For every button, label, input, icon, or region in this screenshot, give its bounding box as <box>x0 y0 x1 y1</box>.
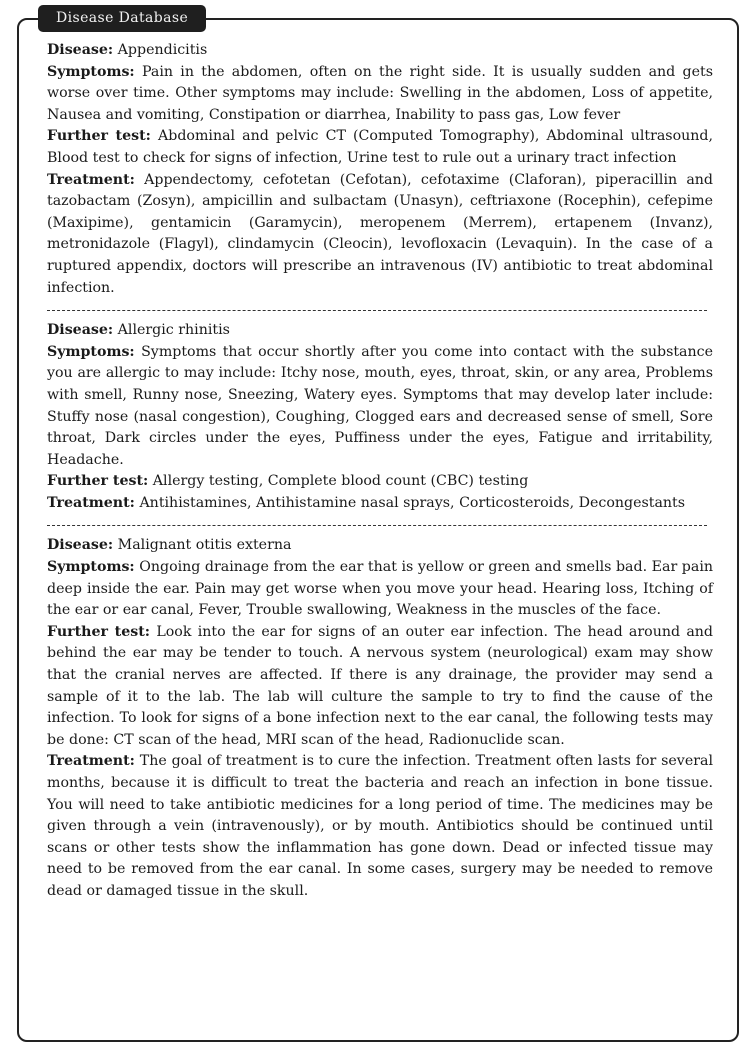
symptoms-label: Symptoms: <box>47 343 135 360</box>
further-test-label: Further test: <box>47 473 149 490</box>
entry-allergic-rhinitis <box>47 320 713 514</box>
further-test-row <box>47 126 713 169</box>
treatment-label: Treatment: <box>47 171 135 188</box>
symptoms-row <box>47 342 713 472</box>
further-test-row <box>47 471 713 493</box>
symptoms-text: Pain in the abdomen, often on the right side. It is usually sudden and gets worse over time. Other symptoms may include: Swelling in the abdomen, Loss of appetite, Nausea and vomiting, Constipation or diarrhea, Inability to pass gas, Low fever <box>47 63 714 123</box>
treatment-text: Appendectomy, cefotetan (Cefotan), cefotaxime (Claforan), piperacillin and tazobactam (Zosyn), ampicillin and sulbactam (Unasyn), ceftriaxone (Rocephin), cefepime (Maxipime), gentamicin (Garamycin), meropenem (Merrem), ertapenem (Invanz), metronidazole (Flagyl), clindamycin (Cleocin), levofloxacin (Levaquin). In the case of a ruptured appendix, doctors will prescribe an intravenous (IV) antibiotic to treat abdominal infection. <box>47 171 713 296</box>
further-test-text: Allergy testing, Complete blood count (CBC) testing <box>152 473 529 490</box>
further-test-text: Look into the ear for signs of an outer ear infection. The head around and behind the ear may be tender to touch. A nervous system (neurological) exam may show that the cranial nerves are affected. If there is any drainage, the provider may send a sample of it to the lab. The lab will culture the sample to try to find the cause of the infection. To look for signs of a bone infection next to the ear canal, the following tests may be done: CT scan of the head, MRI scan of the head, Radionuclide scan. <box>47 623 714 748</box>
treatment-text: The goal of treatment is to cure the infection. Treatment often lasts for several months, because it is difficult to treat the bacteria and reach an infection in bone tissue. You will need to take antibiotic medicines for a long period of time. The medicines may be given through a vein (intravenously), or by mouth. Antibiotics should be continued until scans or other tests show the inflammation has gone down. Dead or infected tissue may need to be removed from the ear canal. In some cases, surgery may be needed to remove dead or damaged tissue in the skull. <box>47 753 714 899</box>
disease-name: Appendicitis <box>117 42 208 58</box>
disease-name: Allergic rhinitis <box>117 322 230 339</box>
treatment-row <box>47 170 713 300</box>
symptoms-row <box>47 557 713 622</box>
disease-label: Disease: <box>47 322 114 339</box>
dashed-divider <box>47 310 707 311</box>
disease-label: Disease: <box>47 537 114 554</box>
disease-name: Malignant otitis externa <box>117 537 292 554</box>
further-test-row <box>47 622 713 752</box>
disease-row <box>47 320 713 342</box>
entry-malignant-otitis-externa <box>47 535 713 902</box>
entry-appendicitis <box>47 40 713 299</box>
entries-list <box>47 40 713 903</box>
symptoms-label: Symptoms: <box>47 559 135 576</box>
symptoms-text: Symptoms that occur shortly after you come into contact with the substance you are allergic to may include: Itchy nose, mouth, eyes, throat, skin, or any area, Problems with smell, Runny nose, Sneezing, Watery eyes. Symptoms that may develop later include: Stuffy nose (nasal congestion), Coughing, Clogged ears and decreased sense of smell, Sore throat, Dark circles under the eyes, Puffiness under the eyes, Fatigue and irritability, Headache. <box>47 343 713 468</box>
treatment-row <box>47 493 713 515</box>
disease-row <box>47 535 713 557</box>
further-test-label: Further test: <box>47 128 151 145</box>
dashed-divider <box>47 525 707 526</box>
symptoms-row <box>47 62 713 127</box>
further-test-text: Abdominal and pelvic CT (Computed Tomography), Abdominal ultrasound, Blood test to check for signs of infection, Urine test to rule out a urinary tract infection <box>47 128 713 166</box>
treatment-label: Treatment: <box>47 753 135 770</box>
treatment-text: Antihistamines, Antihistamine nasal sprays, Corticosteroids, Decongestants <box>139 494 686 511</box>
symptoms-text: Ongoing drainage from the ear that is yellow or green and smells bad. Ear pain deep inside the ear. Pain may get worse when you move your head. Hearing loss, Itching of the ear or ear canal, Fever, Trouble swallowing, Weakness in the muscles of the face. <box>47 559 713 619</box>
symptoms-label: Symptoms: <box>47 63 135 80</box>
treatment-row <box>47 751 713 902</box>
treatment-label: Treatment: <box>47 494 135 511</box>
disease-row <box>47 40 713 62</box>
page-title: Disease Database <box>38 5 206 32</box>
disease-label: Disease: <box>47 42 114 58</box>
further-test-label: Further test: <box>47 623 151 640</box>
